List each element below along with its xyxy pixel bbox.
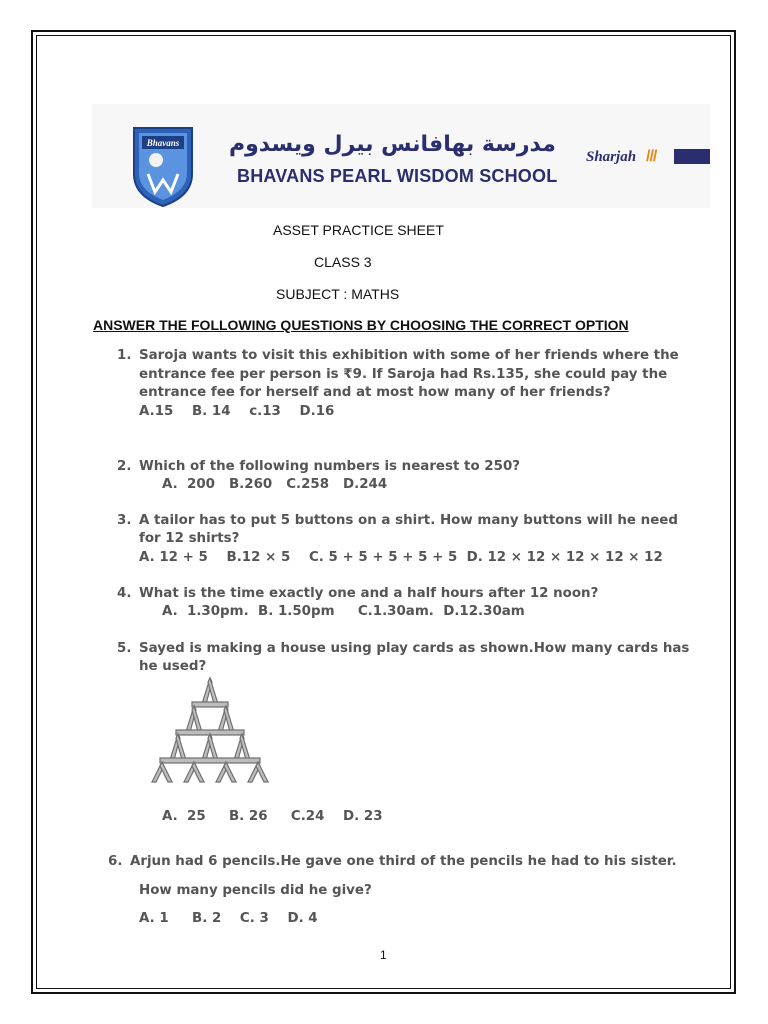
question-number: 2. (117, 459, 132, 474)
question-2-options: A. 200 B.260 C.258 D.244 (162, 477, 388, 492)
question-line: What is the time exactly one and a half hours after 12 noon? (139, 586, 599, 601)
card-house-illustration (146, 676, 274, 784)
question-1-options: A.15 B. 14 c.13 D.16 (139, 404, 335, 419)
question-line: Which of the following numbers is nearest to 250? (139, 459, 521, 474)
question-line: Sayed is making a house using play cards as shown.How many cards has (139, 641, 690, 656)
question-line: he used? (139, 659, 207, 674)
subject-label: SUBJECT : MATHS (276, 286, 400, 302)
question-3 (117, 512, 678, 531)
question-line: entrance fee per person is ₹9. If Saroja had Rs.135, she could pay the (139, 367, 668, 382)
question-4 (117, 585, 599, 604)
sharjah-logo-slashes: /// (646, 148, 657, 165)
question-5-options: A. 25 B. 26 C.24 D. 23 (162, 809, 383, 824)
question-4-options: A. 1.30pm. B. 1.50pm C.1.30am. D.12.30am (162, 604, 525, 619)
question-number: 4. (117, 586, 132, 601)
question-5 (117, 640, 690, 659)
instruction-heading: ANSWER THE FOLLOWING QUESTIONS BY CHOOSING THE CORRECT OPTION (93, 317, 629, 333)
question-number: 6. (108, 854, 123, 869)
school-banner (92, 104, 710, 208)
question-line: entrance fee for herself and at most how many of her friends? (139, 385, 611, 400)
question-line: A tailor has to put 5 buttons on a shirt. How many buttons will he need (139, 513, 678, 528)
sharjah-logo-bar (674, 149, 710, 164)
question-2 (117, 458, 521, 477)
school-name: BHAVANS PEARL WISDOM SCHOOL (237, 166, 558, 186)
svg-text:Bhavans: Bhavans (146, 138, 180, 148)
question-line: Saroja wants to visit this exhibition with some of her friends where the (139, 348, 679, 363)
question-1 (117, 347, 679, 366)
question-line: for 12 shirts? (139, 531, 240, 546)
arabic-school-name: مدرسة بهافانس بيرل ويسدوم (229, 132, 556, 157)
class-label: CLASS 3 (314, 254, 372, 270)
question-line: How many pencils did he give? (139, 883, 372, 898)
school-crest-logo (130, 124, 196, 208)
question-number: 1. (117, 348, 132, 363)
sheet-title: ASSET PRACTICE SHEET (273, 222, 444, 238)
page-number: 1 (380, 948, 387, 962)
sharjah-logo-text: Sharjah (586, 149, 637, 165)
question-line: Arjun had 6 pencils.He gave one third of the pencils he had to his sister. (130, 854, 677, 869)
question-number: 3. (117, 513, 132, 528)
question-3-options: A. 12 + 5 B.12 × 5 C. 5 + 5 + 5 + 5 + 5 D. 12 × 12 × 12 × 12 × 12 (139, 550, 663, 565)
question-6-options: A. 1 B. 2 C. 3 D. 4 (139, 911, 318, 926)
question-6 (108, 853, 677, 872)
question-number: 5. (117, 641, 132, 656)
